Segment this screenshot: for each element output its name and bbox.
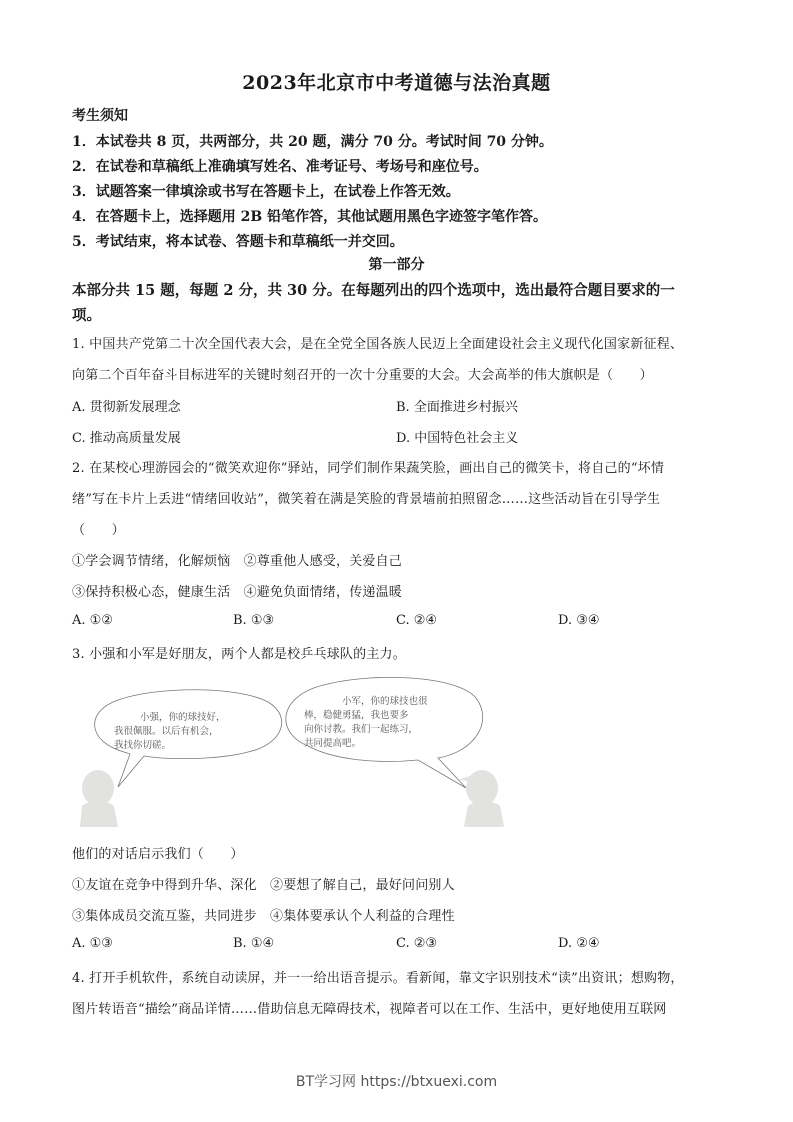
question-1-option-a: A. 贯彻新发展理念 xyxy=(72,400,181,415)
question-2-statement: ③保持积极心态，健康生活 ④避免负面情绪，传递温暖 xyxy=(72,585,403,600)
notice-item: 5．考试结束，将本试卷、答题卡和草稿纸一并交回。 xyxy=(72,234,404,250)
bubble-right-line: 小军，你的球技也很 xyxy=(342,696,428,707)
question-3-option-b: B. ①④ xyxy=(233,936,275,951)
question-2-option-c: C. ②④ xyxy=(396,613,438,628)
part-description: 本部分共 15 题，每题 2 分，共 30 分。在每题列出的四个选项中，选出最符合题目要求的一 xyxy=(72,282,675,299)
question-3-option-d: D. ②④ xyxy=(558,936,600,951)
question-1-option-c: C. 推动高质量发展 xyxy=(72,431,181,446)
bubble-right-line: 共同提高吧。 xyxy=(304,738,362,749)
question-2-stem: 绪”写在卡片上丢进“情绪回收站”，微笑着在满是笑脸的背景墙前拍照留念……这些活动旨在引导学生 xyxy=(72,492,661,507)
question-2-option-b: B. ①③ xyxy=(233,613,275,628)
bubble-right-line: 向你讨教。我们一起练习， xyxy=(304,724,419,735)
question-3-stem: 3. 小强和小军是好朋友，两个人都是校乒乓球队的主力。 xyxy=(72,647,406,662)
bubble-left-line: 我很佩服。以后有机会， xyxy=(114,726,219,737)
question-3-option-c: C. ②③ xyxy=(396,936,438,951)
question-4-stem: 图片转语音“描绘”商品详情……借助信息无障碍技术，视障者可以在工作、生活中，更好地使用互联网 xyxy=(72,1002,667,1017)
question-3-option-a: A. ①③ xyxy=(72,936,113,951)
part-description: 项。 xyxy=(72,307,101,324)
question-1-stem: 向第二个百年奋斗目标进军的关键时刻召开的一次十分重要的大会。大会高举的伟大旗帜是（ ） xyxy=(72,368,653,383)
question-2-option-a: A. ①② xyxy=(72,613,113,628)
question-1-stem: 1. 中国共产党第二十次全国代表大会，是在全党全国各族人民迈上全面建设社会主义现代化国家新征程、 xyxy=(72,337,684,352)
question-1-option-b: B. 全面推进乡村振兴 xyxy=(396,400,518,415)
notice-item: 4．在答题卡上，选择题用 2B 铅笔作答，其他试题用黑色字迹签字笔作答。 xyxy=(72,209,548,225)
speech-bubble-right xyxy=(286,677,483,788)
footer-watermark: BT学习网 https://btxuexi.com xyxy=(295,1074,498,1090)
question-2-stem: （ ） xyxy=(72,523,125,538)
notice-heading: 考生须知 xyxy=(72,108,128,124)
bubble-right-line: 棒，稳健勇猛，我也要多 xyxy=(304,710,409,721)
question-2-stem: 2. 在某校心理游园会的“微笑欢迎你”驿站，同学们制作果蔬笑脸，画出自己的微笑卡，将自己的“坏情 xyxy=(72,461,665,476)
page-title: 2023年北京市中考道德与法治真题 xyxy=(242,72,551,94)
question-2-option-d: D. ③④ xyxy=(558,613,600,628)
bubble-left-line: 小强，你的球技好， xyxy=(140,712,226,723)
notice-item: 1．本试卷共 8 页，共两部分，共 20 题，满分 70 分。考试时间 70 分钟。 xyxy=(72,134,553,150)
dialogue-illustration xyxy=(78,672,508,827)
question-2-statement: ①学会调节情绪，化解烦恼 ②尊重他人感受，关爱自己 xyxy=(72,554,403,569)
bubble-left-line: 我找你切磋。 xyxy=(114,740,172,751)
part-title: 第一部分 xyxy=(368,257,425,273)
speech-bubble-left xyxy=(95,690,282,787)
notice-item: 3．试题答案一律填涂或书写在答题卡上，在试卷上作答无效。 xyxy=(72,184,460,200)
notice-item: 2．在试卷和草稿纸上准确填写姓名、准考证号、考场号和座位号。 xyxy=(72,159,488,175)
question-3-prompt: 他们的对话启示我们（ ） xyxy=(72,847,244,862)
person-silhouette-right-icon xyxy=(458,770,504,827)
question-1-option-d: D. 中国特色社会主义 xyxy=(396,431,519,446)
person-silhouette-left-icon xyxy=(80,770,118,827)
question-4-stem: 4. 打开手机软件，系统自动读屏，并一一给出语音提示。看新闻，靠文字识别技术“读”出资讯；想购物， xyxy=(72,971,684,986)
question-3-statement: ①友谊在竞争中得到升华、深化 ②要想了解自己，最好问问别人 xyxy=(72,878,455,893)
question-3-statement: ③集体成员交流互鉴，共同进步 ④集体要承认个人利益的合理性 xyxy=(72,909,455,924)
